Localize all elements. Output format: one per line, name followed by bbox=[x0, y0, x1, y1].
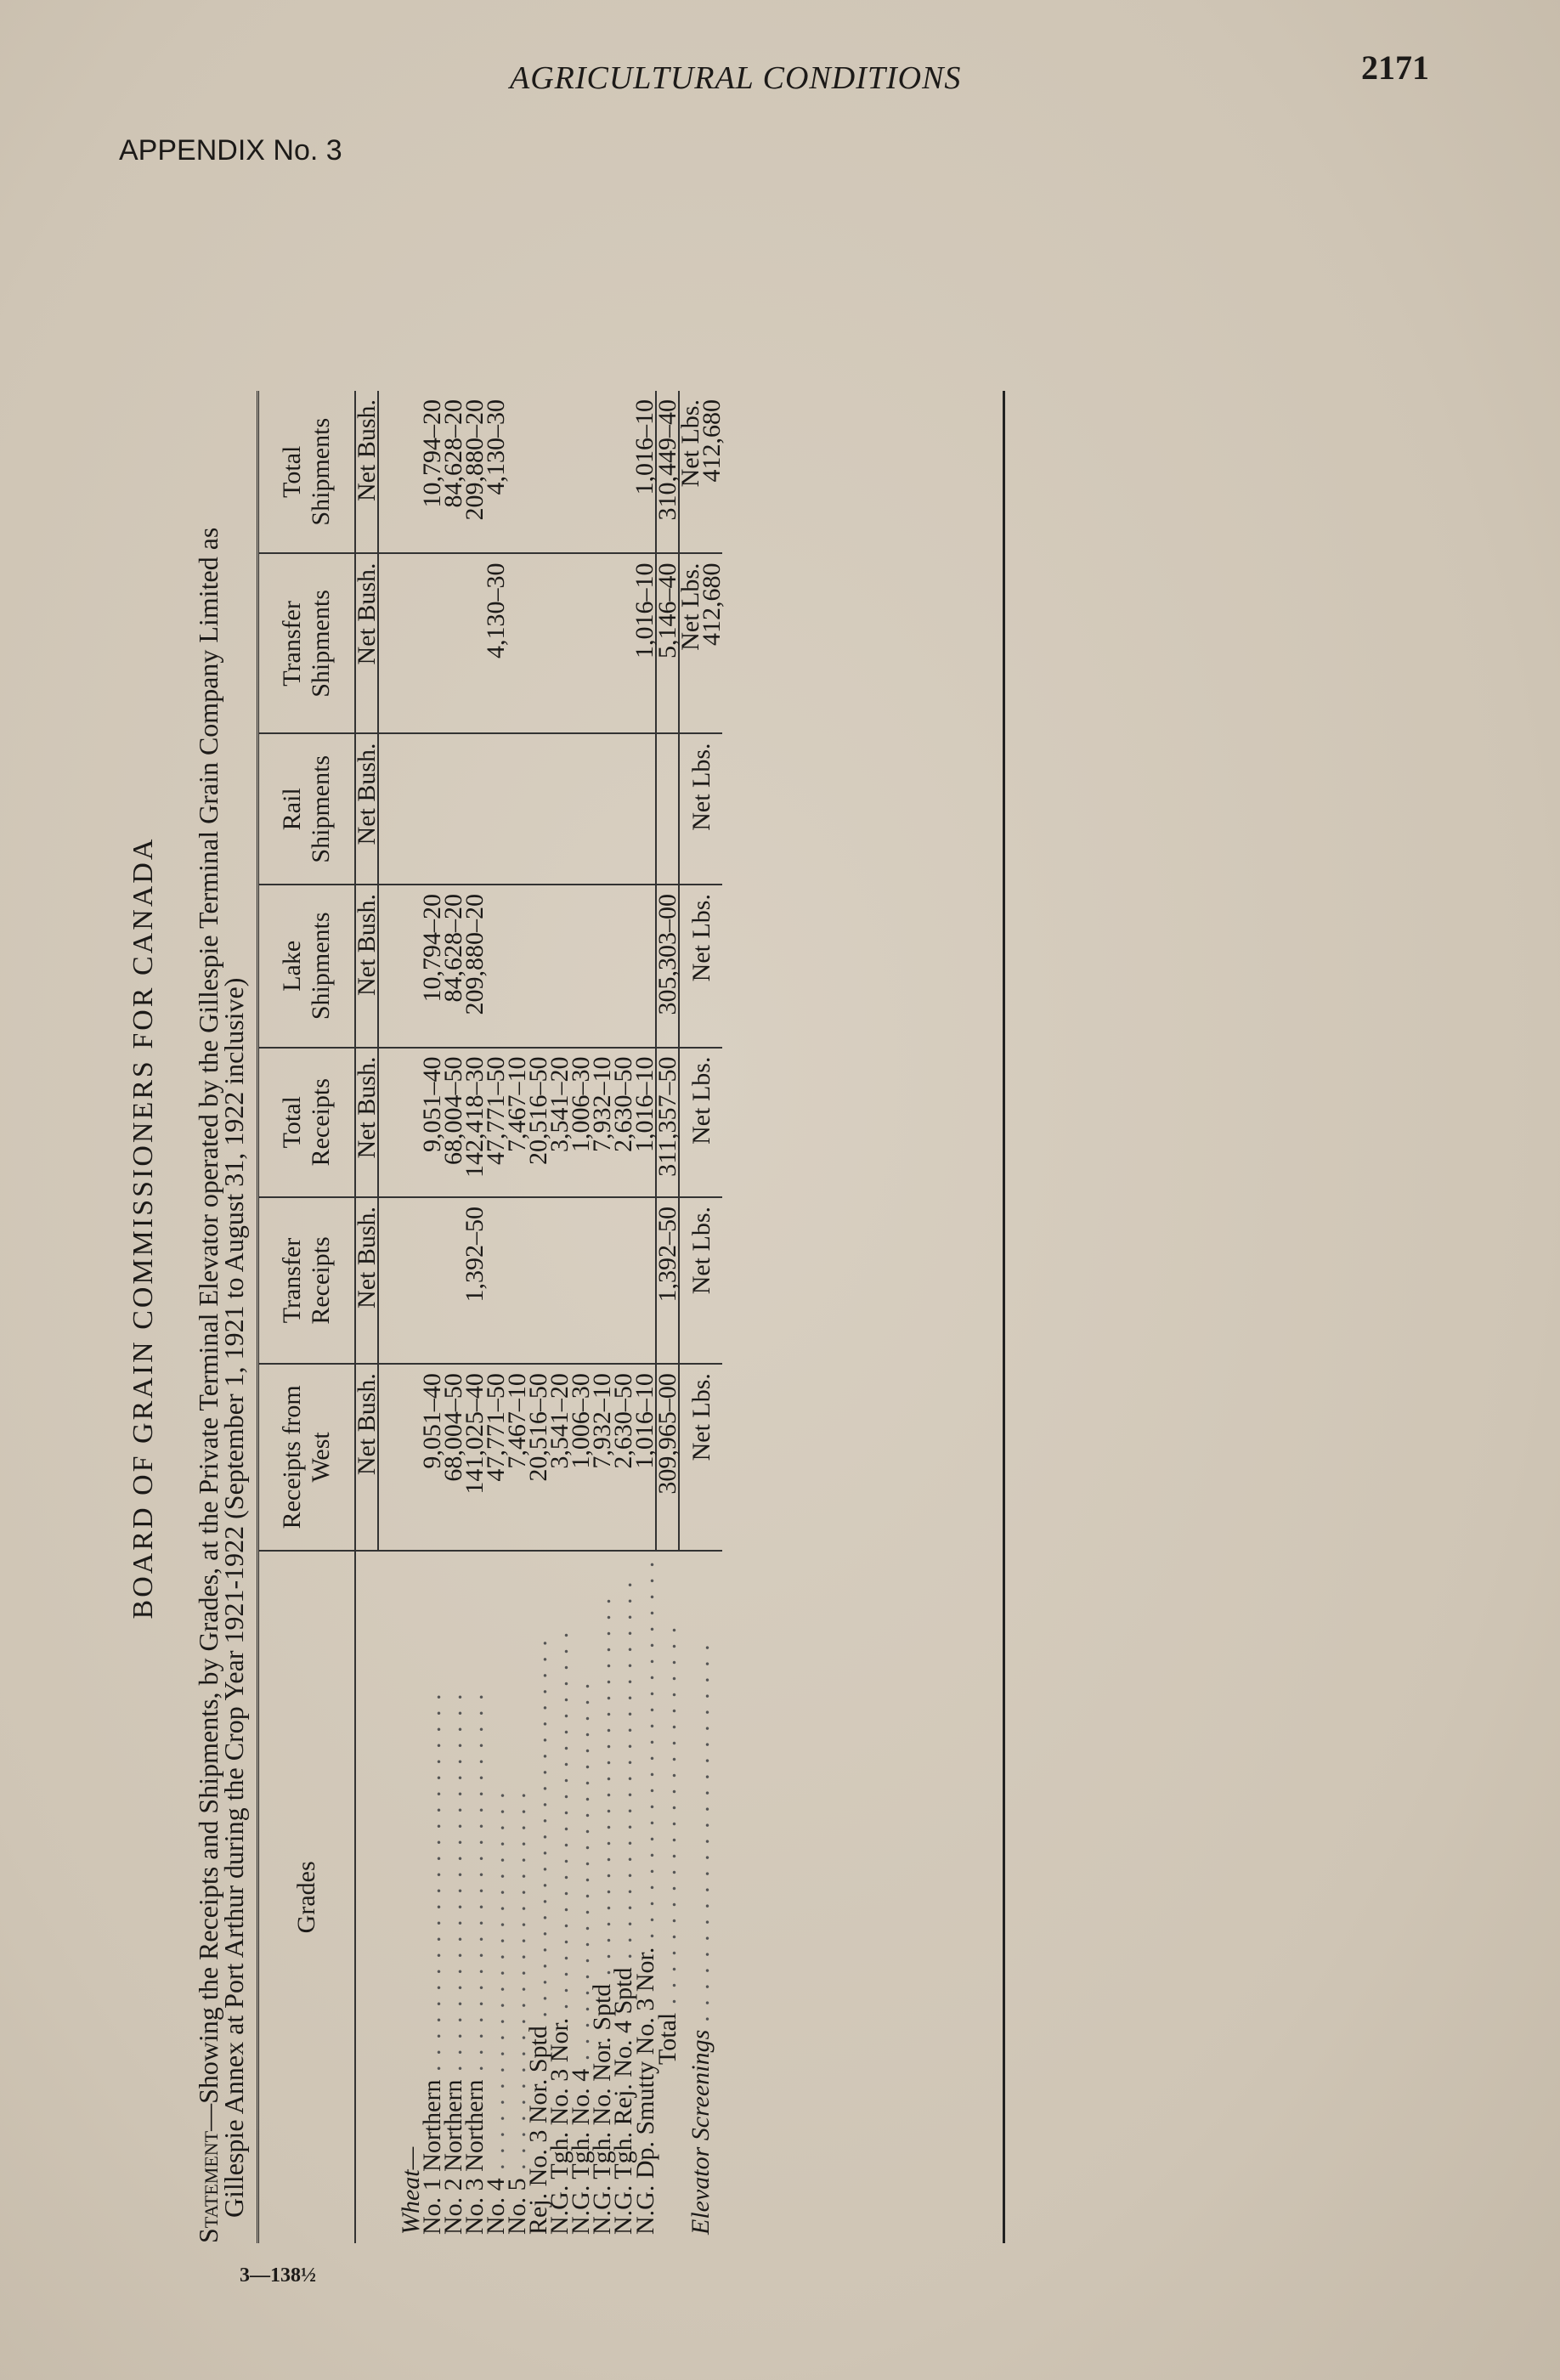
value-cell-lake: 10,794–20 bbox=[421, 885, 443, 1048]
grade-cell: N.G. Tgh. No. 3 Nor. . . . bbox=[549, 1551, 570, 2243]
value-cell-total-receipts: 20,516–50 bbox=[528, 1048, 549, 1197]
value-cell-transfer-ship: 4,130–30 bbox=[485, 553, 506, 733]
statement-caption bbox=[193, 289, 249, 2243]
value-cell-receipts-west: 7,932–10 bbox=[591, 1364, 613, 1551]
screenings-unit: Net Lbs. bbox=[679, 885, 722, 1048]
value-cell-rail bbox=[634, 733, 656, 885]
group-label: Wheat— bbox=[397, 2146, 425, 2235]
value-cell-receipts-west: 20,516–50 bbox=[528, 1364, 549, 1551]
value-cell-total-receipts: 2,630–50 bbox=[613, 1048, 634, 1197]
value-cell-lake bbox=[613, 885, 634, 1048]
spacer-row bbox=[378, 391, 400, 2243]
total-receipts-west: 309,965–00 bbox=[656, 1364, 679, 1551]
col-header-transfer-receipts: Transfer Receipts bbox=[258, 1197, 356, 1364]
value-cell-receipts-west: 7,467–10 bbox=[506, 1364, 528, 1551]
col-header-total-shipments: Total Shipments bbox=[258, 391, 356, 553]
value-cell-transfer-ship bbox=[591, 553, 613, 733]
total-rail bbox=[656, 733, 679, 885]
header-row bbox=[258, 391, 356, 2243]
value-cell-lake bbox=[549, 885, 570, 1048]
value-cell-total-receipts: 1,016–10 bbox=[634, 1048, 656, 1197]
grade-cell: No. 5 . . . bbox=[506, 1551, 528, 2243]
value-cell-receipts-west: 1,016–10 bbox=[634, 1364, 656, 1551]
total-lake: 305,303–00 bbox=[656, 885, 679, 1048]
board-heading: BOARD OF GRAIN COMMISSIONERS FOR CANADA bbox=[127, 836, 159, 1620]
unit-cell: Net Bush. bbox=[355, 1048, 378, 1197]
value-cell-total-ship: 84,628–20 bbox=[443, 391, 464, 553]
screenings-transfer-shipments: Net Lbs. 412,680 bbox=[679, 553, 722, 733]
grade-cell: N.G. Tgh. No. Nor. Sptd . . . bbox=[591, 1551, 613, 2243]
grade-cell: N.G. Tgh. No. 4 . . . bbox=[570, 1551, 591, 2243]
value-cell-transfer-receipts bbox=[506, 1197, 528, 1364]
value-cell-transfer-ship bbox=[443, 553, 464, 733]
value-cell-total-receipts: 47,771–50 bbox=[485, 1048, 506, 1197]
value-cell-rail bbox=[506, 733, 528, 885]
unit-row bbox=[355, 391, 378, 2243]
value-cell-rail bbox=[443, 733, 464, 885]
value-cell-receipts-west: 47,771–50 bbox=[485, 1364, 506, 1551]
value-cell-total-ship bbox=[528, 391, 549, 553]
unit-cell: Net Bush. bbox=[355, 733, 378, 885]
unit-cell: Net Bush. bbox=[355, 553, 378, 733]
screenings-unit: Net Lbs. bbox=[679, 1197, 722, 1364]
screenings-row bbox=[679, 391, 722, 2243]
running-head: AGRICULTURAL CONDITIONS bbox=[510, 60, 962, 96]
grade-cell: No. 2 Northern . . . bbox=[443, 1551, 464, 2243]
value-cell-rail bbox=[464, 733, 485, 885]
value-cell-transfer-receipts bbox=[549, 1197, 570, 1364]
value-cell-total-ship: 1,016–10 bbox=[634, 391, 656, 553]
unit-cell: Net Bush. bbox=[355, 1197, 378, 1364]
value-cell-rail bbox=[528, 733, 549, 885]
screenings-unit: Net Lbs. bbox=[679, 1048, 722, 1197]
value-cell-lake: 209,880–20 bbox=[464, 885, 485, 1048]
value-cell-lake bbox=[591, 885, 613, 1048]
appendix-label: APPENDIX No. 3 bbox=[119, 134, 342, 167]
value-cell-rail bbox=[591, 733, 613, 885]
value-cell-transfer-ship: 1,016–10 bbox=[634, 553, 656, 733]
total-total-receipts: 311,357–50 bbox=[656, 1048, 679, 1197]
value-cell-rail bbox=[570, 733, 591, 885]
rotated-statement bbox=[127, 178, 1444, 2277]
value-cell-receipts-west: 141,025–40 bbox=[464, 1364, 485, 1551]
value-cell-transfer-receipts: 1,392–50 bbox=[464, 1197, 485, 1364]
value-cell-transfer-ship bbox=[570, 553, 591, 733]
screenings-unit: Net Lbs. bbox=[679, 1364, 722, 1551]
screenings-unit: Net Lbs. bbox=[679, 733, 722, 885]
value-cell-transfer-receipts bbox=[570, 1197, 591, 1364]
total-transfer-shipments: 5,146–40 bbox=[656, 553, 679, 733]
unit-cell: Net Bush. bbox=[355, 391, 378, 553]
printer-signature: 3—138½ bbox=[240, 2264, 316, 2287]
value-cell-total-receipts: 68,004–50 bbox=[443, 1048, 464, 1197]
grade-cell: No. 4 . . . bbox=[485, 1551, 506, 2243]
bottom-rule bbox=[1003, 391, 1005, 2243]
unit-cell: Net Bush. bbox=[355, 1364, 378, 1551]
screenings-total-shipments: Net Lbs. 412,680 bbox=[679, 391, 722, 553]
value-cell-total-receipts: 142,418–30 bbox=[464, 1048, 485, 1197]
col-header-receipts-west: Receipts from West bbox=[258, 1364, 356, 1551]
value-cell-total-receipts: 1,006–30 bbox=[570, 1048, 591, 1197]
value-cell-rail bbox=[421, 733, 443, 885]
value-cell-lake bbox=[528, 885, 549, 1048]
value-cell-total-ship: 10,794–20 bbox=[421, 391, 443, 553]
grade-rows bbox=[418, 391, 659, 2243]
value-cell-transfer-ship bbox=[421, 553, 443, 733]
page-number: 2171 bbox=[1361, 48, 1429, 87]
screenings-label: Elevator Screenings . . . bbox=[679, 1551, 722, 2243]
grades-table bbox=[257, 391, 726, 2243]
value-cell-lake bbox=[570, 885, 591, 1048]
value-cell-total-receipts: 7,467–10 bbox=[506, 1048, 528, 1197]
col-header-grades: Grades bbox=[258, 1551, 356, 2243]
grade-cell: Rej. No. 3 Nor. Sptd . . . bbox=[528, 1551, 549, 2243]
value-cell-receipts-west: 2,630–50 bbox=[613, 1364, 634, 1551]
col-header-lake-shipments: Lake Shipments bbox=[258, 885, 356, 1048]
value-cell-total-ship bbox=[570, 391, 591, 553]
value-cell-receipts-west: 9,051–40 bbox=[421, 1364, 443, 1551]
value-cell-transfer-ship bbox=[549, 553, 570, 733]
value-cell-total-ship bbox=[549, 391, 570, 553]
value-cell-lake: 84,628–20 bbox=[443, 885, 464, 1048]
grade-cell: N.G. Dp. Smutty No. 3 Nor. . . . bbox=[634, 1551, 656, 2243]
unit-cell: Net Bush. bbox=[355, 885, 378, 1048]
value-cell-transfer-ship bbox=[528, 553, 549, 733]
value-cell-transfer-receipts bbox=[591, 1197, 613, 1364]
col-header-total-receipts: Total Receipts bbox=[258, 1048, 356, 1197]
value-cell-rail bbox=[613, 733, 634, 885]
value-cell-rail bbox=[549, 733, 570, 885]
statement-line-1: —Showing the Receipts and Shipments, by Grades, at the Private Terminal Elevator operated by the Gillespie Terminal Grain Company Limited as bbox=[193, 527, 223, 2131]
value-cell-total-receipts: 9,051–40 bbox=[421, 1048, 443, 1197]
total-label: Total . . . bbox=[656, 1551, 679, 2243]
grade-cell: N.G. Tgh. Rej. No. 4 Sptd . . . bbox=[613, 1551, 634, 2243]
value-cell-transfer-receipts bbox=[613, 1197, 634, 1364]
total-total-shipments: 310,449–40 bbox=[656, 391, 679, 553]
col-header-transfer-shipments: Transfer Shipments bbox=[258, 553, 356, 733]
value-cell-receipts-west: 3,541–20 bbox=[549, 1364, 570, 1551]
value-cell-total-ship bbox=[591, 391, 613, 553]
grade-cell: No. 3 Northern . . . bbox=[464, 1551, 485, 2243]
total-transfer-receipts: 1,392–50 bbox=[656, 1197, 679, 1364]
value-cell-transfer-receipts bbox=[528, 1197, 549, 1364]
statement-label: Statement bbox=[193, 2130, 223, 2243]
value-cell-total-receipts: 3,541–20 bbox=[549, 1048, 570, 1197]
value-cell-lake bbox=[506, 885, 528, 1048]
value-cell-transfer-receipts bbox=[421, 1197, 443, 1364]
total-row bbox=[656, 391, 679, 2243]
unit-cell-blank bbox=[355, 1551, 378, 2243]
col-header-rail-shipments: Rail Shipments bbox=[258, 733, 356, 885]
value-cell-total-receipts: 7,932–10 bbox=[591, 1048, 613, 1197]
grade-cell: No. 1 Northern . . . bbox=[421, 1551, 443, 2243]
value-cell-rail bbox=[485, 733, 506, 885]
statement-line-2: Gillespie Annex at Port Arthur during the Crop Year 1921-1922 (September 1, 1921 to August 31, 1922 inclusive) bbox=[218, 977, 249, 2218]
value-cell-total-ship: 4,130–30 bbox=[485, 391, 506, 553]
value-cell-total-ship: 209,880–20 bbox=[464, 391, 485, 553]
value-cell-receipts-west: 1,006–30 bbox=[570, 1364, 591, 1551]
value-cell-receipts-west: 68,004–50 bbox=[443, 1364, 464, 1551]
